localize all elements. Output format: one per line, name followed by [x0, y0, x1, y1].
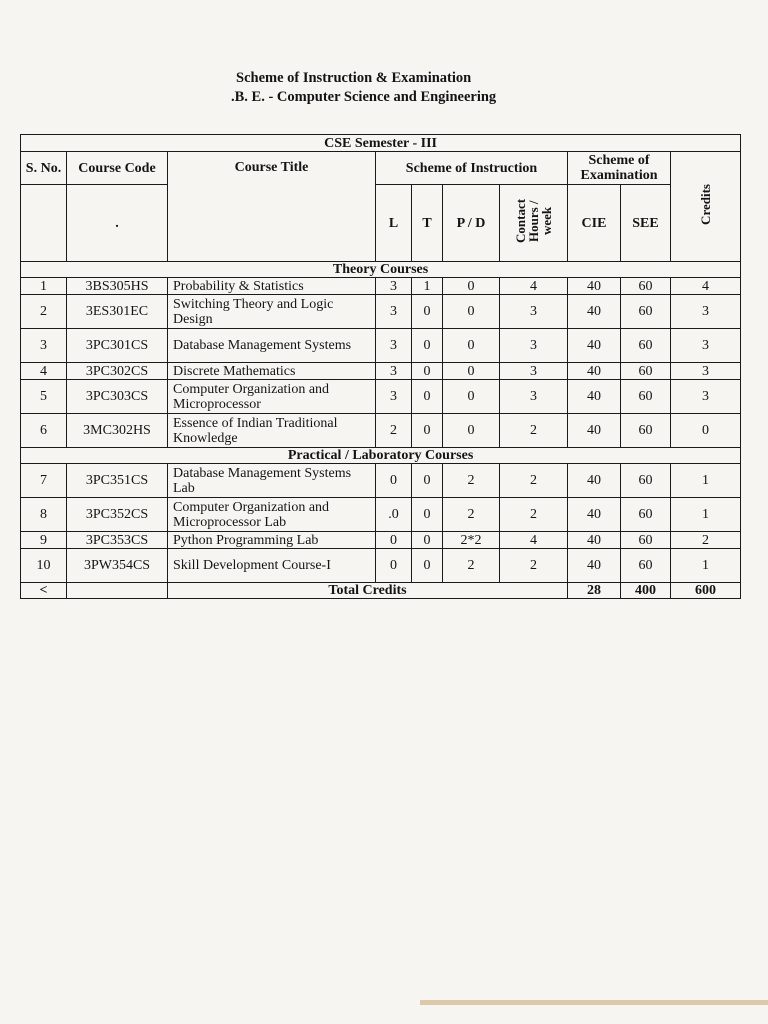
course-title-cell: Computer Organization and Microprocessor	[168, 380, 376, 414]
course-code-cell: 3PC301CS	[67, 329, 168, 363]
program-title: .B. E. - Computer Science and Engineering	[231, 89, 497, 105]
contact-hours-cell: 4	[500, 532, 568, 549]
practical-hours-cell: 2	[443, 549, 500, 583]
practical-hours-cell: 2*2	[443, 532, 500, 549]
practical-section-heading: Practical / Laboratory Courses	[21, 448, 741, 464]
credits-cell: 1	[671, 498, 741, 532]
contact-hours-cell: 4	[500, 278, 568, 295]
course-row	[21, 414, 741, 448]
credits-cell: 4	[671, 278, 741, 295]
see-marks-cell: 60	[621, 278, 671, 295]
course-title-cell: Switching Theory and Logic Design	[168, 295, 376, 329]
credits-cell: 3	[671, 380, 741, 414]
lecture-hours-cell: 3	[376, 295, 412, 329]
header-t: T	[412, 185, 443, 262]
practical-hours-cell: 0	[443, 278, 500, 295]
credits-cell: 1	[671, 549, 741, 583]
document-title: Scheme of Instruction & Examination	[236, 70, 472, 86]
course-row	[21, 278, 741, 295]
cie-marks-cell: 40	[568, 329, 621, 363]
see-marks-cell: 60	[621, 414, 671, 448]
course-title-cell: Essence of Indian Traditional Knowledge	[168, 414, 376, 448]
lecture-hours-cell: 3	[376, 329, 412, 363]
header-see: SEE	[621, 185, 671, 262]
header-credits: Credits	[671, 152, 741, 262]
sno-cell: 3	[21, 329, 67, 363]
cie-marks-cell: 40	[568, 295, 621, 329]
see-marks-cell: 60	[621, 329, 671, 363]
sno-cell: 8	[21, 498, 67, 532]
course-title-cell: Probability & Statistics	[168, 278, 376, 295]
course-code-cell: 3PC351CS	[67, 464, 168, 498]
credits-cell: 1	[671, 464, 741, 498]
credits-cell: 3	[671, 295, 741, 329]
header-pd: P / D	[443, 185, 500, 262]
cie-marks-cell: 40	[568, 363, 621, 380]
header-course-code: Course Code	[67, 152, 168, 185]
contact-hours-cell: 2	[500, 498, 568, 532]
contact-hours-cell: 3	[500, 295, 568, 329]
sno-cell: 4	[21, 363, 67, 380]
contact-hours-cell: 2	[500, 464, 568, 498]
see-marks-cell: 60	[621, 498, 671, 532]
course-row	[21, 295, 741, 329]
course-row	[21, 380, 741, 414]
course-code-cell: 3PC303CS	[67, 380, 168, 414]
course-code-cell: 3PW354CS	[67, 549, 168, 583]
semester-heading: CSE Semester - III	[21, 135, 741, 152]
tutorial-hours-cell: 1	[412, 278, 443, 295]
practical-hours-cell: 2	[443, 498, 500, 532]
document-header	[0, 69, 768, 107]
contact-hours-cell: 3	[500, 329, 568, 363]
course-code-cell: 3PC302CS	[67, 363, 168, 380]
total-see: 600	[671, 583, 741, 599]
course-code-cell: 3ES301EC	[67, 295, 168, 329]
stray-mark: .	[115, 215, 119, 231]
cie-marks-cell: 40	[568, 278, 621, 295]
tutorial-hours-cell: 0	[412, 464, 443, 498]
lecture-hours-cell: 0	[376, 464, 412, 498]
cie-marks-cell: 40	[568, 380, 621, 414]
sno-cell: 10	[21, 549, 67, 583]
credits-cell: 3	[671, 329, 741, 363]
see-marks-cell: 60	[621, 295, 671, 329]
header-scheme-of-examination: Scheme of Examination	[568, 152, 671, 185]
practical-hours-cell: 0	[443, 329, 500, 363]
course-code-cell: 3MC302HS	[67, 414, 168, 448]
course-row	[21, 498, 741, 532]
sno-cell: 9	[21, 532, 67, 549]
course-code-cell: 3PC352CS	[67, 498, 168, 532]
course-code-cell: 3BS305HS	[67, 278, 168, 295]
sno-cell: 6	[21, 414, 67, 448]
tutorial-hours-cell: 0	[412, 549, 443, 583]
cie-marks-cell: 40	[568, 549, 621, 583]
header-code-blank	[67, 185, 168, 262]
cie-marks-cell: 40	[568, 498, 621, 532]
tutorial-hours-cell: 0	[412, 414, 443, 448]
contact-hours-cell: 3	[500, 363, 568, 380]
header-contact-hours: Contact Hours / week	[500, 185, 568, 262]
header-sno-blank	[21, 185, 67, 262]
course-title-cell: Database Management Systems	[168, 329, 376, 363]
practical-hours-cell: 0	[443, 414, 500, 448]
course-title-cell: Python Programming Lab	[168, 532, 376, 549]
lecture-hours-cell: 3	[376, 278, 412, 295]
lecture-hours-cell: .0	[376, 498, 412, 532]
tutorial-hours-cell: 0	[412, 295, 443, 329]
course-title-cell: Computer Organization and Microprocessor Lab	[168, 498, 376, 532]
tutorial-hours-cell: 0	[412, 498, 443, 532]
total-contact-hours: 28	[568, 583, 621, 599]
cie-marks-cell: 40	[568, 464, 621, 498]
lecture-hours-cell: 3	[376, 380, 412, 414]
header-sno: S. No.	[21, 152, 67, 185]
total-cie: 400	[621, 583, 671, 599]
lecture-hours-cell: 0	[376, 549, 412, 583]
credits-cell: 2	[671, 532, 741, 549]
tutorial-hours-cell: 0	[412, 380, 443, 414]
course-row	[21, 532, 741, 549]
see-marks-cell: 60	[621, 363, 671, 380]
contact-hours-cell: 3	[500, 380, 568, 414]
scheme-table	[20, 134, 741, 599]
practical-hours-cell: 2	[443, 464, 500, 498]
practical-hours-cell: 0	[443, 380, 500, 414]
see-marks-cell: 60	[621, 532, 671, 549]
header-cie: CIE	[568, 185, 621, 262]
lecture-hours-cell: 2	[376, 414, 412, 448]
see-marks-cell: 60	[621, 549, 671, 583]
tutorial-hours-cell: 0	[412, 363, 443, 380]
course-row	[21, 464, 741, 498]
course-row	[21, 329, 741, 363]
header-l: L	[376, 185, 412, 262]
sno-cell: 5	[21, 380, 67, 414]
course-title-cell: Skill Development Course-I	[168, 549, 376, 583]
credits-cell: 0	[671, 414, 741, 448]
total-code-blank	[67, 583, 168, 599]
course-code-cell: 3PC353CS	[67, 532, 168, 549]
sno-cell: 2	[21, 295, 67, 329]
see-marks-cell: 60	[621, 464, 671, 498]
tutorial-hours-cell: 0	[412, 329, 443, 363]
see-marks-cell: 60	[621, 380, 671, 414]
sno-cell: 1	[21, 278, 67, 295]
cie-marks-cell: 40	[568, 532, 621, 549]
course-title-cell: Database Management Systems Lab	[168, 464, 376, 498]
lecture-hours-cell: 0	[376, 532, 412, 549]
total-credits-label: Total Credits	[168, 583, 568, 599]
total-sno-mark: <	[21, 583, 67, 599]
practical-hours-cell: 0	[443, 295, 500, 329]
tutorial-hours-cell: 0	[412, 532, 443, 549]
header-course-title: Course Title	[168, 152, 376, 262]
contact-hours-cell: 2	[500, 414, 568, 448]
sno-cell: 7	[21, 464, 67, 498]
course-title-cell: Discrete Mathematics	[168, 363, 376, 380]
contact-hours-cell: 2	[500, 549, 568, 583]
course-row	[21, 363, 741, 380]
practical-hours-cell: 0	[443, 363, 500, 380]
header-scheme-of-instruction: Scheme of Instruction	[376, 152, 568, 185]
theory-section-heading: Theory Courses	[21, 262, 741, 278]
page-edge-shadow	[420, 1000, 768, 1005]
lecture-hours-cell: 3	[376, 363, 412, 380]
credits-cell: 3	[671, 363, 741, 380]
course-row	[21, 549, 741, 583]
cie-marks-cell: 40	[568, 414, 621, 448]
